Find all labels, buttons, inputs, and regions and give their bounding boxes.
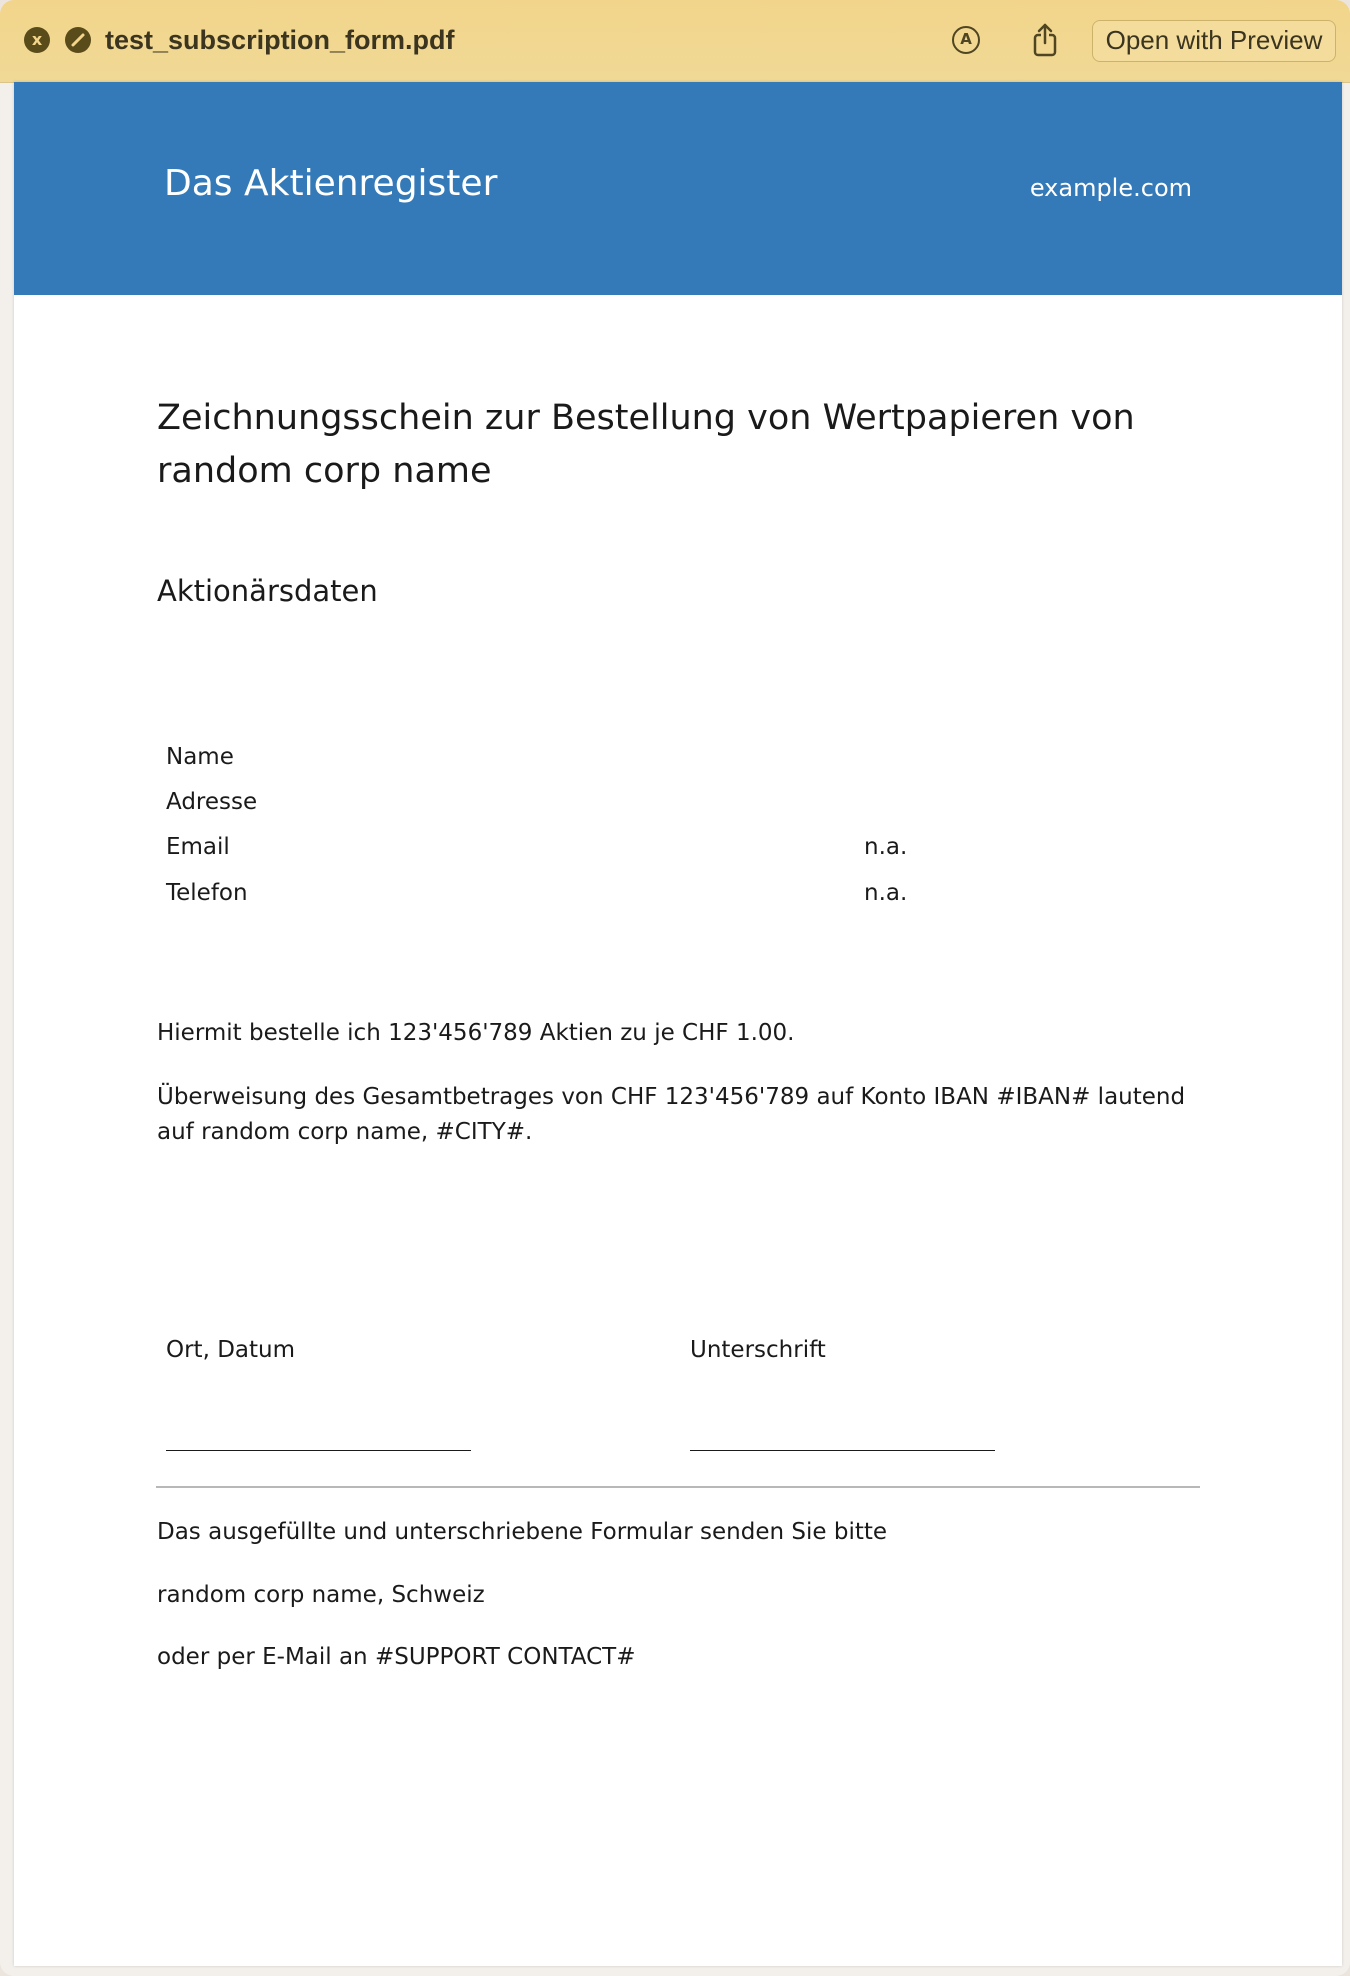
field-label-address: Adresse (166, 789, 258, 815)
markup-glyph: A (960, 30, 972, 48)
field-label-name: Name (166, 744, 234, 770)
share-icon[interactable] (1030, 22, 1060, 58)
file-name: test_subscription_form.pdf (105, 25, 455, 55)
close-icon[interactable] (24, 27, 50, 53)
signature-label: Unterschrift (690, 1337, 826, 1363)
place-date-line (166, 1450, 471, 1451)
document-header (14, 82, 1342, 295)
markup-icon[interactable] (952, 26, 980, 54)
document-title: Zeichnungsschein zur Bestellung von Wertpapieren von random corp name (157, 398, 1135, 491)
titlebar (0, 0, 1350, 83)
field-value-email: n.a. (864, 834, 908, 860)
share-glyph (1030, 22, 1060, 58)
brand-name: Das Aktienregister (164, 163, 498, 204)
field-value-phone: n.a. (864, 880, 908, 906)
close-glyph: x (31, 30, 43, 49)
pdf-page (14, 82, 1342, 1966)
field-label-email: Email (166, 834, 230, 860)
footer-line-1: Das ausgefüllte und unterschriebene Formular senden Sie bitte (157, 1519, 888, 1545)
footer-line-3: oder per E-Mail an #SUPPORT CONTACT# (157, 1644, 636, 1670)
field-label-phone: Telefon (166, 880, 248, 906)
signature-line (690, 1450, 995, 1451)
domain-text: example.com (1029, 174, 1192, 202)
fullscreen-glyph (65, 27, 91, 53)
place-date-label: Ort, Datum (166, 1337, 296, 1363)
footer-divider (156, 1486, 1200, 1488)
transfer-text: Überweisung des Gesamtbetrages von CHF 123'456'789 auf Konto IBAN #IBAN# lautend auf random corp name, #CITY#. (157, 1084, 1186, 1145)
footer-line-2: random corp name, Schweiz (157, 1582, 485, 1608)
open-with-preview-button[interactable]: Open with Preview (1092, 20, 1336, 62)
fullscreen-icon[interactable] (65, 27, 91, 53)
order-text: Hiermit bestelle ich 123'456'789 Aktien zu je CHF 1.00. (157, 1020, 795, 1046)
section-title: Aktionärsdaten (157, 574, 378, 608)
